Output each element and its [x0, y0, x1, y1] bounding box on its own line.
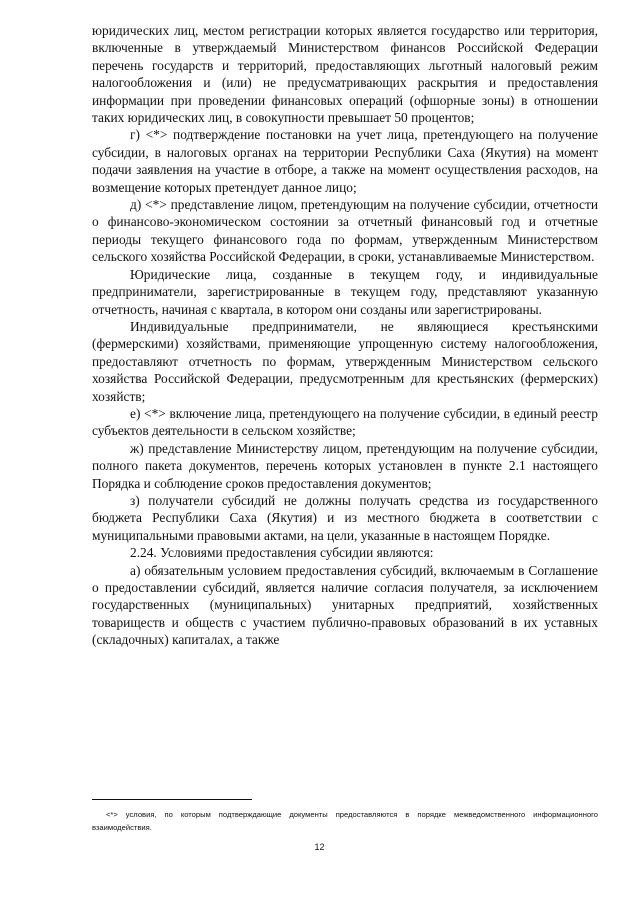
footnote-divider: [92, 799, 252, 800]
footnote: <*> условия, по которым подтверждающие документы предоставляются в порядке межведомственного информационного взаимодействия.: [92, 810, 598, 832]
paragraph-6: е) <*> включение лица, претендующего на получение субсидии, в единый реестр субъектов деятельности в сельском хозяйстве;: [92, 405, 598, 439]
page-number: 12: [314, 842, 325, 852]
body-text: [92, 22, 598, 649]
paragraph-2: г) <*> подтверждение постановки на учет лица, претендующего на получение субсидии, в налоговых органах на территории Республики Саха (Якутия) на момент подачи заявления на участие в отборе, а также на момент осуществления расходов, на возмещение которых претендует данное лицо;: [92, 127, 598, 195]
paragraph-5: Индивидуальные предприниматели, не являющиеся крестьянскими (фермерскими) хозяйствами, применяющие упрощенную систему налогообложения, предоставляют отчетность по формам, утвержденным Министерством сельского хозяйства Российской Федерации, предусмотренным для крестьянских (фермерских) хозяйств;: [92, 318, 598, 404]
paragraph-8: з) получатели субсидий не должны получать средства из государственного бюджета Республики Саха (Якутия) и из местного бюджета в соответствии с муниципальными правовыми актами, на цели, указанные в настоящем Порядке.: [92, 492, 598, 543]
paragraph-1: юридических лиц, местом регистрации которых является государство или территория, включенные в утверждаемый Министерством финансов Российской Федерации перечень государств и территорий, предоставляющих льготный налоговый режим налогообложения и (или) не предусматривающих раскрытия и предоставления информации при проведении финансовых операций (офшорные зоны) в отношении таких юридических лиц, в совокупности превышает 50 процентов;: [92, 23, 598, 126]
paragraph-10: а) обязательным условием предоставления субсидий, включаемым в Соглашение о предоставлении субсидий, является наличие согласия получателя, за исключением государственных (муниципальных) унитарных предприятий, хозяйственных товариществ и обществ с участием публично-правовых образований в их уставных (складочных) капиталах, а также: [92, 562, 598, 648]
paragraph-7: ж) представление Министерству лицом, претендующим на получение субсидии, полного пакета документов, перечень которых установлен в пункте 2.1 настоящего Порядка и соблюдение сроков предоставления документов;: [92, 440, 598, 491]
paragraph-9: 2.24. Условиями предоставления субсидии являются:: [130, 545, 434, 561]
paragraph-3: д) <*> представление лицом, претендующим на получение субсидии, отчетности о финансово-экономическом состоянии за отчетный финансовый год и отчетные периоды текущего финансового года по формам, утвержденным Министерством сельского хозяйства Российской Федерации, в сроки, устанавливаемые Министерством.: [92, 197, 598, 265]
paragraph-4: Юридические лица, созданные в текущем году, и индивидуальные предприниматели, зарегистрированные в текущем году, представляют указанную отчетность, начиная с квартала, в котором они созданы или зарегистрированы.: [92, 266, 598, 317]
